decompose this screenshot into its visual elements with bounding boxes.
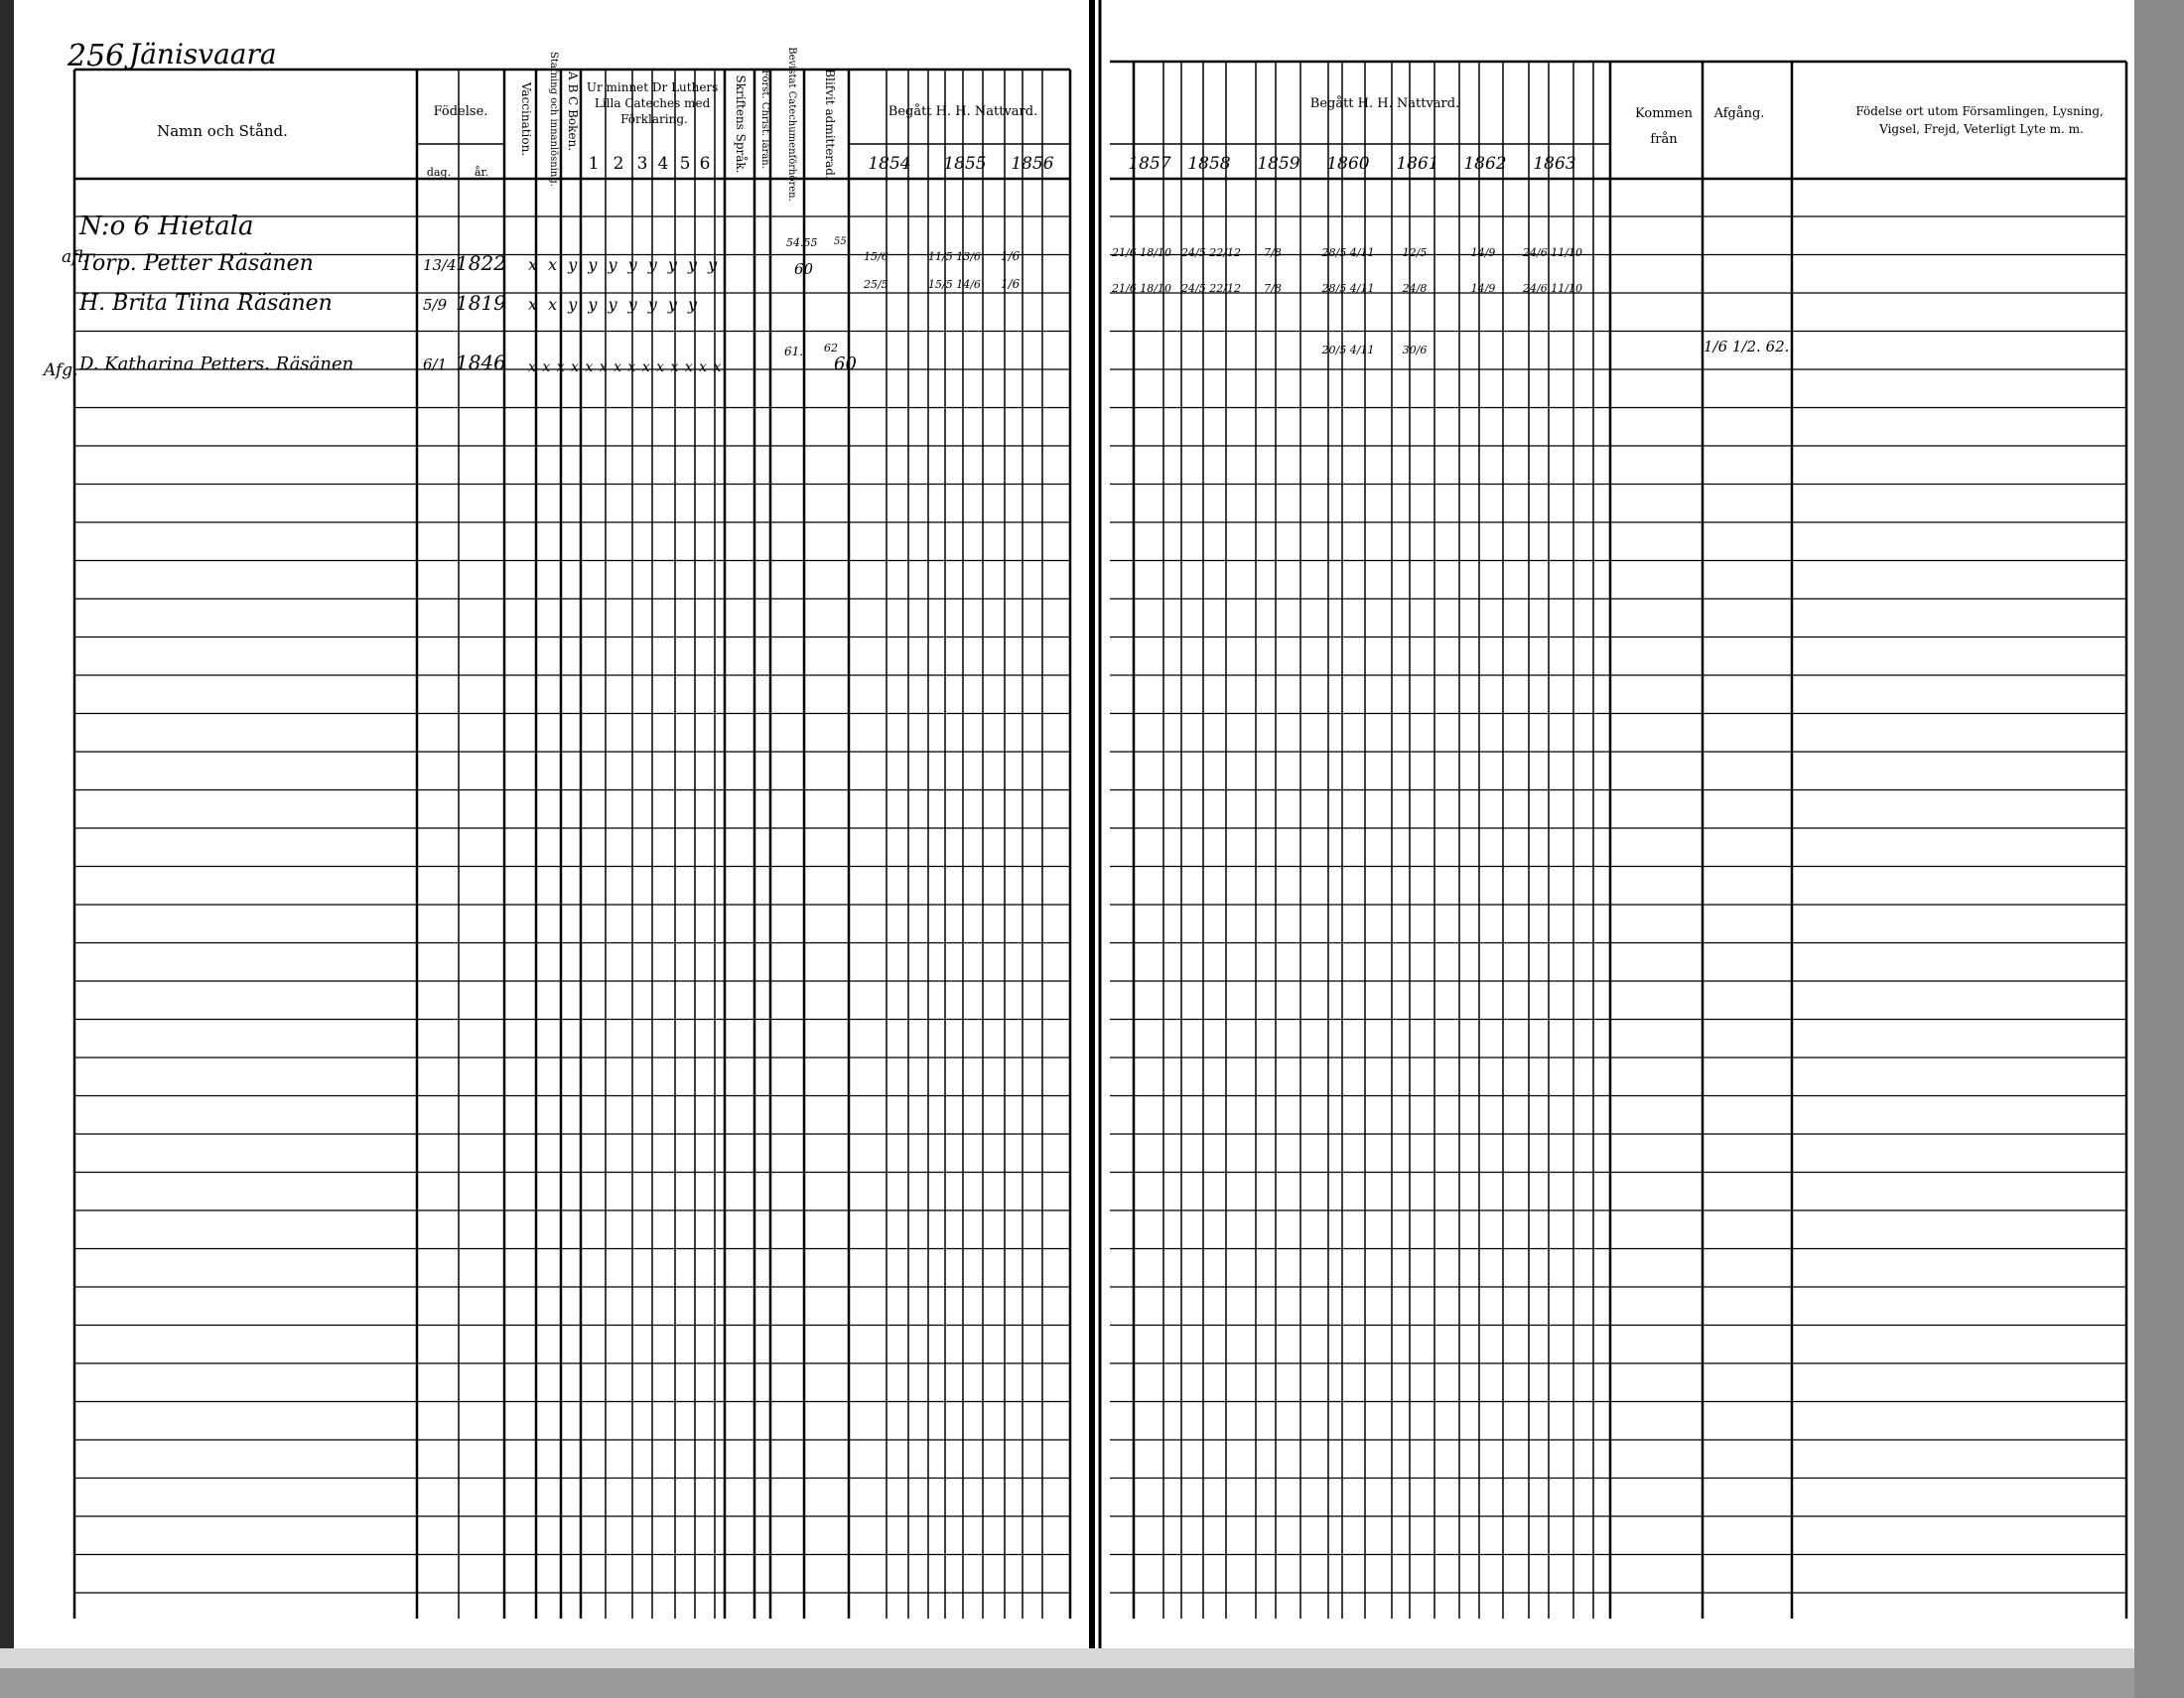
entry-1860-row2: 28/5 4/11 bbox=[1321, 282, 1375, 295]
row-marks-4: x x x x x x x x x x x x x x bbox=[528, 359, 723, 375]
entry-1858-row2: 24/5 22/12 bbox=[1181, 282, 1241, 295]
luther-col-2: 2 bbox=[613, 154, 624, 174]
admitted-4: 61. bbox=[784, 345, 804, 358]
row-day-2: 13/4 bbox=[423, 256, 457, 274]
row-marks-2: x x y y y y y y y y bbox=[528, 255, 721, 274]
admitted-3: 60 bbox=[794, 260, 814, 278]
entry-1859-row1: 7/8 bbox=[1264, 246, 1282, 259]
row-year-4: 1846 bbox=[456, 351, 506, 374]
header-reading: Stafning och innanlösning. bbox=[548, 52, 559, 187]
header-birth-year: år. bbox=[474, 166, 489, 179]
row-year-3: 1819 bbox=[456, 291, 506, 315]
admitted-1: 54.55 bbox=[786, 236, 818, 249]
header-communion-right: Begått H. H. Nattvard. bbox=[1309, 96, 1460, 111]
header-moved-in: Kommen från bbox=[1635, 106, 1693, 147]
comm-1854-2: 25/5 bbox=[864, 278, 888, 291]
admitted-2: 55 bbox=[834, 236, 847, 247]
comm-1855-1: 11/5 13/6 bbox=[928, 250, 981, 263]
page-number: 256 bbox=[68, 39, 125, 73]
header-communion-left: Begått H. H. Nattvard. bbox=[887, 104, 1038, 119]
year-1857: 1857 bbox=[1128, 154, 1171, 174]
header-abc-book: A B C Boken. bbox=[566, 71, 580, 152]
comm-1856-1: 1/6 bbox=[1001, 249, 1021, 263]
row-name-2: Torp. Petter Räsänen bbox=[79, 251, 314, 276]
row-day-4: 6/1 bbox=[423, 355, 448, 373]
row-name-4: D. Katharina Petters. Räsänen bbox=[79, 354, 354, 374]
year-1860: 1860 bbox=[1326, 154, 1370, 174]
luther-col-1: 1 bbox=[588, 154, 600, 174]
entry-1863-row2: 24/6 11/10 bbox=[1523, 282, 1582, 295]
village-name: Jänisvaara bbox=[129, 38, 277, 71]
row-year-2: 1822 bbox=[456, 251, 506, 275]
row-marks-3: x x y y y y y y y bbox=[528, 295, 701, 314]
luther-col-6: 6 bbox=[699, 154, 711, 174]
header-birth-day: dag. bbox=[426, 166, 452, 179]
margin-mark-1: afl. bbox=[62, 247, 88, 267]
header-christian: Först. Christ. läran. bbox=[759, 70, 770, 169]
comm-1854-1: 15/6 bbox=[864, 250, 888, 263]
entry-1862-row2: 14/9 bbox=[1470, 282, 1496, 295]
entry-1863-row1: 24/6 11/10 bbox=[1523, 246, 1582, 259]
header-luther: Ur minnet Dr Luthers Lilla Cateches med Förklaring. bbox=[586, 80, 719, 126]
entry-1857-row1: 21/6 18/10 bbox=[1112, 246, 1171, 259]
header-name: Namn och Stånd. bbox=[157, 122, 288, 140]
header-admitted: Blifvit admitterad. bbox=[823, 69, 837, 180]
margin-mark-2: Afg. bbox=[44, 360, 78, 380]
entry-1861-row4: 30/6 bbox=[1402, 344, 1428, 356]
row-day-3: 5/9 bbox=[423, 296, 448, 314]
year-1855: 1855 bbox=[943, 154, 987, 174]
entry-1857-row2: 21/6 18/10 bbox=[1112, 282, 1171, 295]
year-1859: 1859 bbox=[1257, 154, 1300, 174]
comm-1856-2: 1/6 bbox=[1001, 277, 1021, 291]
departure-entry: 1/6 1/2. 62. bbox=[1704, 338, 1790, 355]
entry-1858-row1: 24/5 22/12 bbox=[1181, 246, 1241, 259]
header-catechumen: Bevistat Catechumenförhören. bbox=[786, 47, 797, 202]
year-1858: 1858 bbox=[1187, 154, 1231, 174]
entry-1860-row1: 28/5 4/11 bbox=[1321, 246, 1375, 259]
year-1854: 1854 bbox=[868, 154, 911, 174]
entry-1861-row1: 12/5 bbox=[1402, 246, 1428, 259]
header-vaccination: Vaccination. bbox=[519, 81, 533, 157]
year-1856: 1856 bbox=[1011, 154, 1054, 174]
header-moved-out: Afgång. bbox=[1713, 106, 1765, 121]
header-remarks: Födelse ort utom Församlingen, Lysning, Vigsel, Frejd, Veterligt Lyte m. m. bbox=[1855, 104, 2104, 136]
admitted-5: 62 bbox=[824, 342, 838, 354]
header-birth: Födelse. bbox=[433, 104, 488, 119]
row-name-3: H. Brita Tiina Räsänen bbox=[79, 291, 333, 316]
year-1863: 1863 bbox=[1533, 154, 1576, 174]
luther-col-4: 4 bbox=[657, 154, 669, 174]
year-1861: 1861 bbox=[1396, 154, 1439, 174]
year-1862: 1862 bbox=[1463, 154, 1507, 174]
comm-1855-2: 15/5 14/6 bbox=[928, 278, 981, 291]
entry-1859-row2: 7/8 bbox=[1264, 282, 1282, 295]
entry-1862-row1: 14/9 bbox=[1470, 246, 1496, 259]
luther-col-5: 5 bbox=[679, 154, 691, 174]
right-edge bbox=[2134, 0, 2184, 1698]
entry-1861-row2: 24/8 bbox=[1402, 282, 1428, 295]
entry-1860-row4: 20/5 4/11 bbox=[1321, 344, 1375, 356]
header-scripture: Skriftens Språk. bbox=[734, 74, 748, 174]
luther-col-3: 3 bbox=[636, 154, 648, 174]
row-name-1: N:o 6 Hietala bbox=[79, 212, 254, 241]
admitted-6: 60 bbox=[834, 354, 857, 374]
